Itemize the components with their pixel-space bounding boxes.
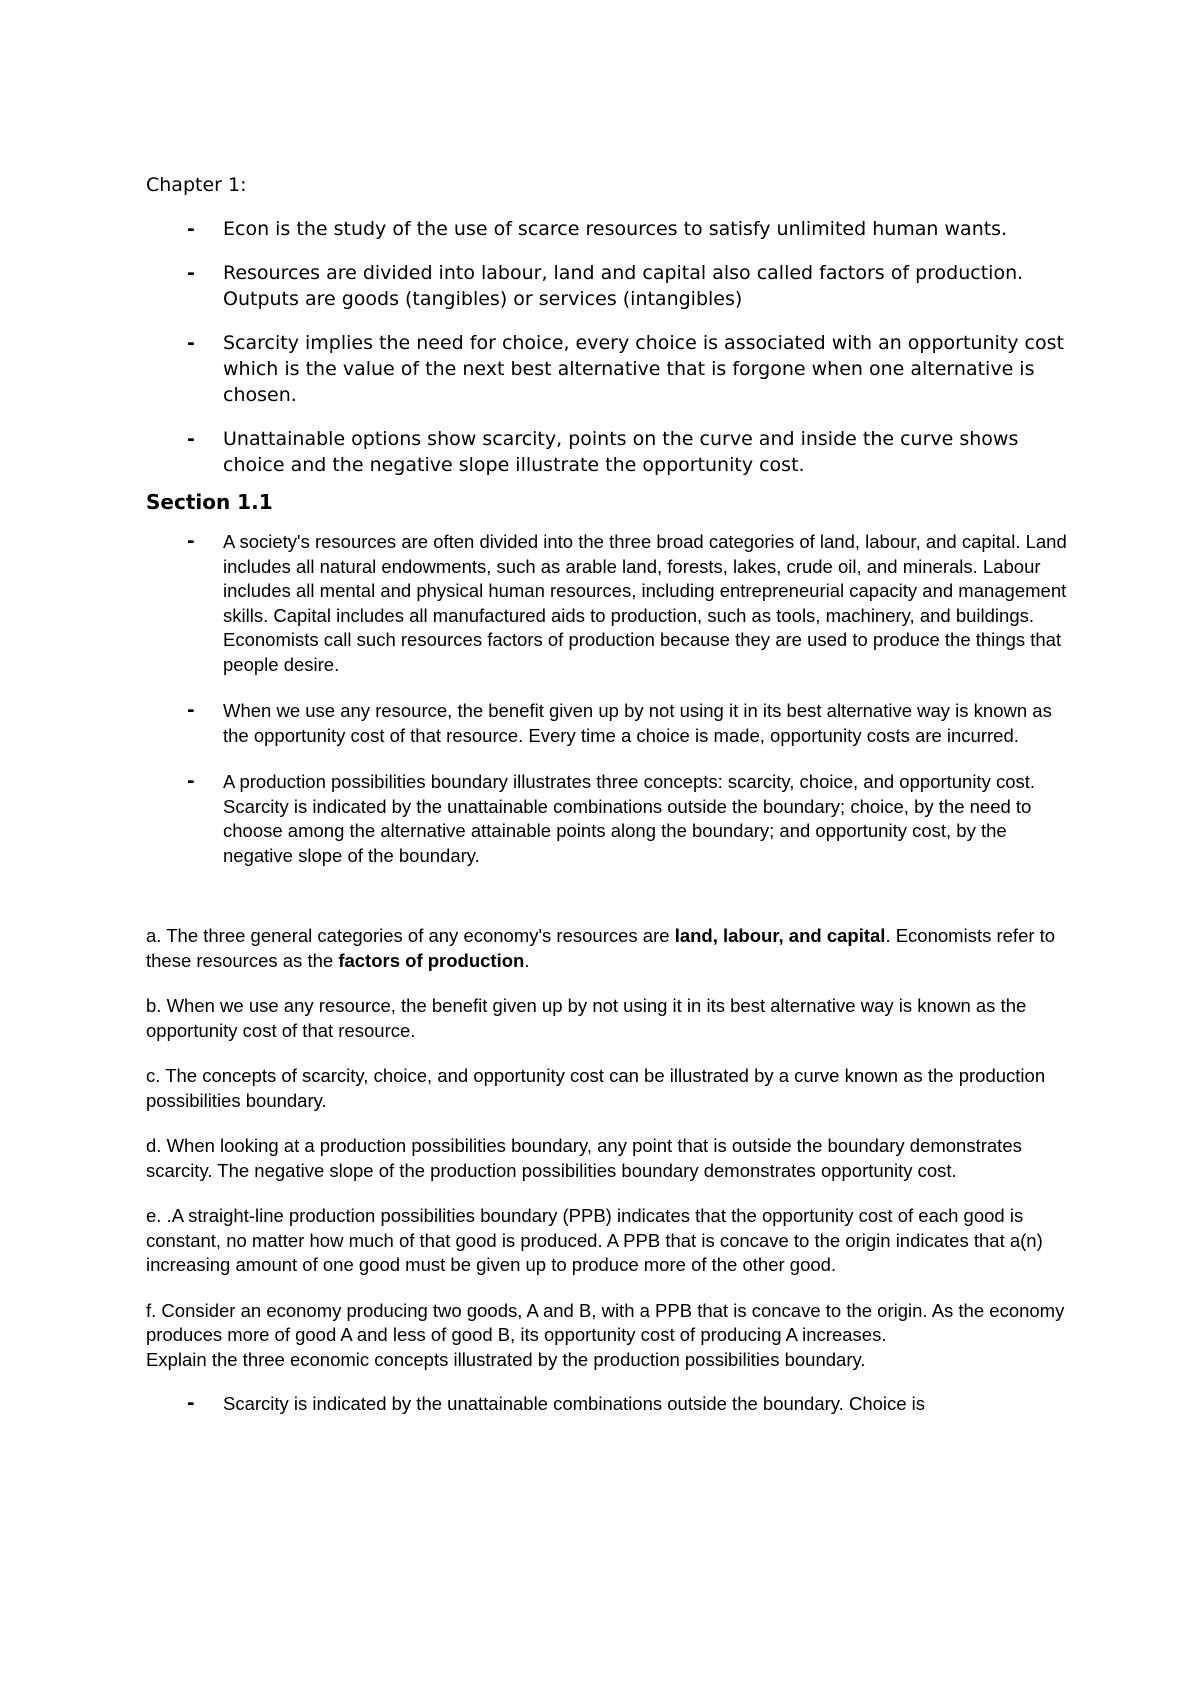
- answer-text: a. The three general categories of any economy's resources are: [146, 925, 675, 946]
- list-item-text: A society's resources are often divided into the three broad categories of land, labour, and capital. Land includes all natural endowments, such as arable land, forests, lakes, crude oil, and minerals. Labour includes all mental and physical human resources, including entrepreneurial capacity and management skills. Capital includes all manufactured aids to production, such as tools, machinery, and buildings. Economists call such resources factors of production because they are used to produce the things that people desire.: [223, 531, 1067, 675]
- answer-f: f. Consider an economy producing two goods, A and B, with a PPB that is concave to the origin. As the economy produces more of good A and less of good B, its opportunity cost of producing A increases.: [146, 1299, 1065, 1345]
- list-item-text: Scarcity implies the need for choice, every choice is associated with an opportunity cost which is the value of the next best alternative that is forgone when one alternative is chosen.: [223, 332, 1064, 406]
- list-item: [146, 770, 1076, 868]
- list-item-text: A production possibilities boundary illustrates three concepts: scarcity, choice, and opportunity cost. Scarcity is indicated by the unattainable combinations outside the boundary; choice, by the need to choose among the alternative attainable points along the boundary; and opportunity cost, by the negative slope of the boundary.: [223, 771, 1036, 866]
- answer-a: [146, 924, 1076, 973]
- answer-e: e. .A straight-line production possibilities boundary (PPB) indicates that the opportunity cost of each good is constant, no matter how much of that good is produced. A PPB that is concave to the origin indicates that a(n) increasing amount of one good must be given up to produce more of the other good.: [146, 1205, 1043, 1275]
- chapter-summary-list: [146, 216, 1076, 478]
- dash-bullet: -: [187, 428, 195, 450]
- dash-bullet: -: [187, 262, 195, 284]
- dash-bullet: -: [187, 1393, 195, 1414]
- chapter-title: Chapter 1:: [146, 174, 247, 196]
- list-item: [146, 530, 1076, 677]
- dash-bullet: -: [187, 700, 195, 721]
- list-item-text: Econ is the study of the use of scarce resources to satisfy unlimited human wants.: [223, 218, 1008, 240]
- answer-text: .: [524, 949, 530, 971]
- answer-b: b. When we use any resource, the benefit given up by not using it in its best alternative way is known as the opportunity cost of that resource.: [146, 995, 1027, 1041]
- list-item: [146, 699, 1076, 748]
- dash-bullet: -: [187, 771, 195, 792]
- list-item: [146, 330, 1076, 408]
- list-item: [146, 426, 1076, 478]
- answer-text: . Economists refer to these resources as the: [146, 925, 1056, 971]
- list-item: [146, 216, 1076, 242]
- list-item: [146, 260, 1076, 312]
- dash-bullet: -: [187, 531, 195, 552]
- dash-bullet: -: [187, 218, 195, 240]
- question-text: Explain the three economic concepts illustrated by the production possibilities boundary.: [146, 1348, 866, 1370]
- list-item-text: Unattainable options show scarcity, points on the curve and inside the curve shows choice and the negative slope illustrate the opportunity cost.: [223, 428, 1019, 476]
- section-notes-list: [146, 530, 1076, 868]
- list-item-text: Resources are divided into labour, land and capital also called factors of production. Outputs are goods (tangibles) or services (intangibles): [223, 262, 1024, 310]
- list-item-text: Scarcity is indicated by the unattainable combinations outside the boundary. Choice is: [223, 1393, 926, 1414]
- document-page: [146, 172, 1076, 1417]
- dash-bullet: -: [187, 332, 195, 354]
- answers-block: [146, 924, 1076, 1417]
- bold-term: land, labour, and capital: [674, 925, 886, 946]
- final-bullet-list: [146, 1392, 1076, 1417]
- section-heading: Section 1.1: [146, 490, 273, 514]
- answer-d: d. When looking at a production possibilities boundary, any point that is outside the boundary demonstrates scarcity. The negative slope of the production possibilities boundary demonstrates opportunity cost.: [146, 1135, 1022, 1181]
- bold-term: factors of production: [338, 949, 525, 971]
- answer-c: c. The concepts of scarcity, choice, and opportunity cost can be illustrated by a curve known as the production possibilities boundary.: [146, 1065, 1046, 1111]
- list-item: [146, 1392, 1076, 1417]
- list-item-text: When we use any resource, the benefit given up by not using it in its best alternative way is known as the opportunity cost of that resource. Every time a choice is made, opportunity costs are incurred.: [223, 700, 1052, 746]
